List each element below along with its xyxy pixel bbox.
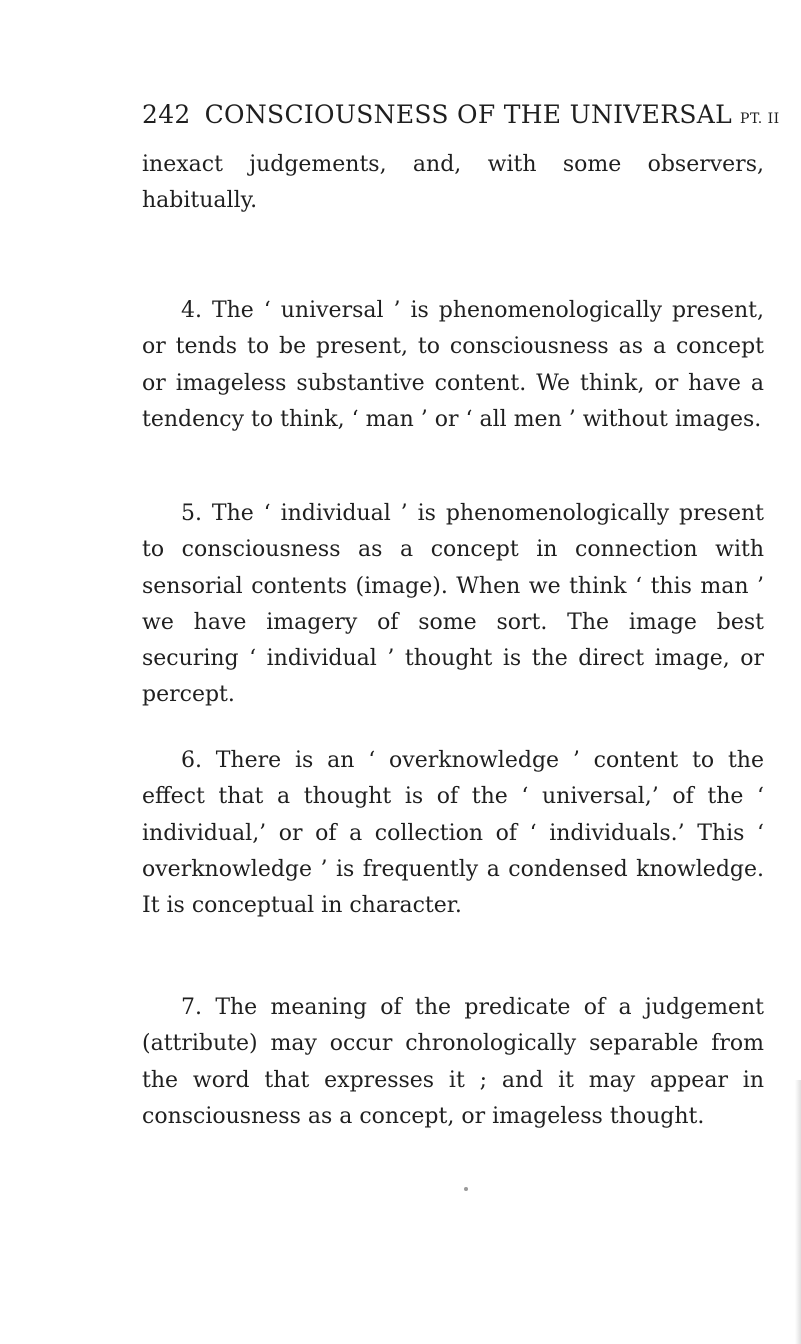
- running-title: CONSCIOUSNESS OF THE UNIVERSAL: [204, 100, 733, 129]
- scan-edge-shadow: [795, 1080, 801, 1344]
- part-label: PT. II: [740, 111, 780, 127]
- paragraph-4: 4. The ‘ universal ’ is phenomenologically present, or tends to be present, to consciousness as a concept or imageless substantive content. We think, or have a tendency to think, ‘ man ’ or ‘ all men ’ without images.: [142, 298, 764, 432]
- paragraph-6: 6. There is an ‘ overknowledge ’ content to the effect that a thought is of the ‘ universal,’ of the ‘ individual,’ or of a collection of ‘ individuals.’ This ‘ overknowledge ’ is frequently a condensed knowledge. It is conceptual in character.: [142, 748, 764, 919]
- paragraph-5: 5. The ‘ individual ’ is phenomenologically present to consciousness as a concept in connection with sensorial contents (image). When we think ‘ this man ’ we have imagery of some sort. The image best securing ‘ individual ’ thought is the direct image, or percept.: [142, 501, 764, 708]
- paragraph-7: 7. The meaning of the predicate of a judgement (attribute) may occur chronologically separable from the word that expresses it ; and it may appear in consciousness as a concept, or imageless thought.: [142, 995, 764, 1129]
- running-header: [142, 100, 792, 129]
- ink-speck: [464, 1187, 468, 1191]
- page-number: 242: [142, 100, 191, 129]
- paragraph-continuation: inexact judgements, and, with some observers, habitually.: [142, 152, 764, 214]
